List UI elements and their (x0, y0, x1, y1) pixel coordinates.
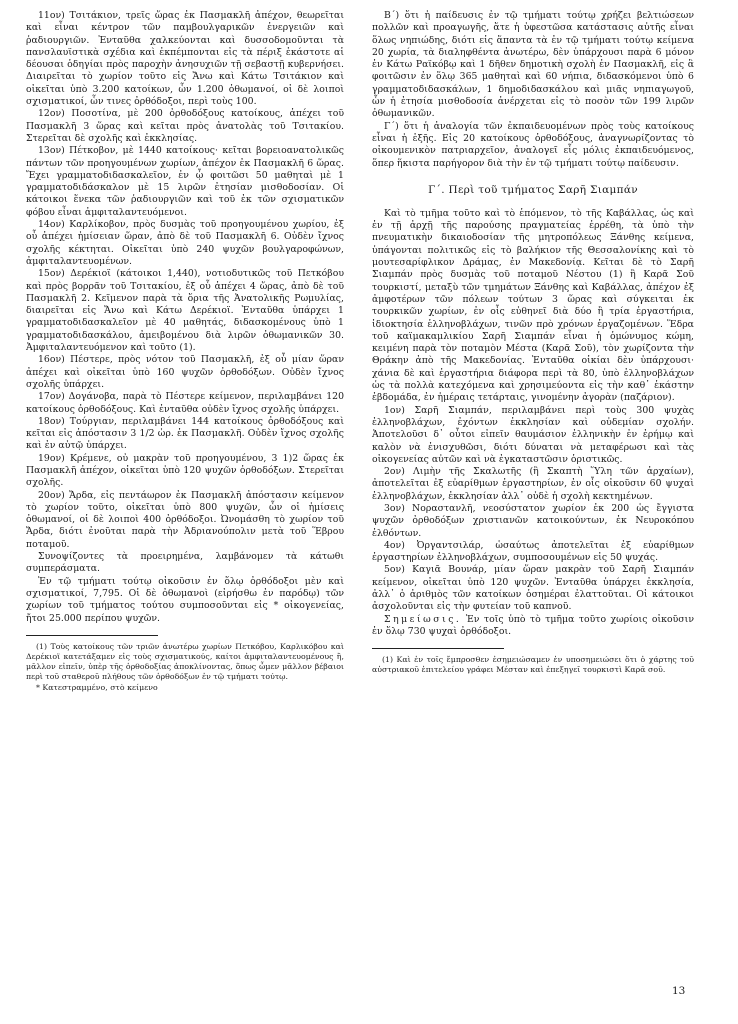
footnote-1: (1) Τοὺς κατοίκους τῶν τριῶν ἀνωτέρω χωρίων Πετκόβου, Καρλικόβου καὶ Δερέκιοϊ κατετάξαμεν εἰς τοὺς σχισματικούς, καίτοι ἀμφιταλαντευομένους ἢ, μᾶλλον εἰπεῖν, ὑπὲρ τῆς ὀρθοδοξίας ἀποκλίνοντας, ὅπως ὦμεν μᾶλλον βέβαιοι περὶ τοῦ σταθεροῦ πλήθους τῶν ὀρθοδόξων ἐν τῷ τμήματι τούτῳ. (26, 641, 344, 682)
paragraph-summary-a: Ἐν τῷ τμήματι τούτῳ οἰκοῦσιν ἐν ὅλῳ ὀρθόδοξοι μὲν καὶ σχισματικοί, 7,795. Οἱ δὲ ὀθωμανοὶ (εἰρήσθω ἐν παρόδῳ) τῶν χωρίων τοῦ τμήματος τούτου συμποσοῦνται εἰς * οἰκογενείας, ἤτοι 25.000 περίπου ψυχῶν. (26, 575, 344, 624)
paragraph-village-19: 19ον) Κρέμενε, οὐ μακρὰν τοῦ προηγουμένου, 3 1)2 ὥρας ἐκ Πασμακλῆ ἀπέχον, οἰκεῖται ὑπὸ 120 ψυχῶν ὀρθοδόξων. Στερεῖται σχολῆς. (26, 452, 344, 489)
paragraph-summary-intro: Συνοψίζοντες τὰ προειρημένα, λαμβάνομεν τὰ κάτωθι συμπεράσματα. (26, 551, 344, 575)
paragraph-village-16: 16ον) Πέστερε, πρὸς νότον τοῦ Πασμακλῆ, ἐξ οὗ μίαν ὥραν ἀπέχει καὶ οἰκεῖται ὑπὸ 160 ψυχῶν ὀρθοδόξων. Οὐδὲν ἴχνος σχολῆς ὑπάρχει. (26, 354, 344, 390)
paragraph-place-3: 3ον) Νοραστανλῆ, νεοσύστατον χωρίον ἐκ 200 ὡς ἔγγιστα ψυχῶν ὀρθοδόξων χριστιανῶν κατοικούντων, ἐκ Νευροκόπου ἐλθόντων. (372, 502, 694, 539)
paragraph-section-intro: Καὶ τὸ τμῆμα τοῦτο καὶ τὸ ἑπόμενον, τὸ τῆς Καβάλλας, ὡς καὶ ἐν τῇ ἀρχῇ τῆς παρούσης πραγματείας ἐρρέθη, τὰ ὑπὸ τὴν πνευματικὴν δικαιοδοσίαν τῆς μητροπόλεως Ξάνθης κείμενα, ὑπάγονται πολιτικῶς εἰς τὸ βαλήκιον τῆς Θεσσαλονίκης καὶ τὸ μουτεσαρίφλικον Δράμας, ἐν Μακεδονίᾳ. Κεῖται δὲ τὸ Σαρῆ Σιαμπάν πρὸς δυσμὰς τοῦ ποταμοῦ Νέστου (1) ἢ Καρᾶ Σοῦ τουρκιστί, μεταξὺ τῶν τμημάτων Ξάνθης καὶ Καβάλλας, ἀπέχον ἐξ ἀμφοτέρων τῶν πόλεων τούτων 3 ὥρας καὶ σύγκειται ἐκ τουρκικῶν χωρίων, ἐν οἷς εὐθηνεῖ διὰ δύο ἢ τρία ἐργαστήρια, ἰδιοκτησία ἑλληνοβλάχων, τινῶν πρὸ χρόνων ἐργαζομένων. Ἕδρα τοῦ καϊμακαμλικίου Σαρῆ Σιαμπάν εἶναι ἡ ὁμώνυμος κώμη, κειμένη παρὰ τὸν ποταμὸν Μέστα (Καρᾶ Σοῦ), τὸν χωρίζοντα τὴν Θράκην ἀπὸ τῆς Μακεδονίας. Ἐνταῦθα οἰκίαι δὲν ὑπάρχουσι· χάνια δὲ καὶ ἐργαστήρια διάφορα περὶ τὰ 80, ὑπὸ ἑλληνοβλάχων ὡς τὰ πολλὰ κατεχόμενα καὶ χρησιμεύοντα εἰς τὴν καθ᾽ ἑκάστην ἑβδομάδα, ἐν ἡμέραις τετάρταις, γινομένην ἀγορὰν (παζάριον). (372, 207, 694, 404)
paragraph-place-2: 2ον) Λιμὴν τῆς Σκαλωτῆς (ἢ Σκαπτὴ Ὕλη τῶν ἀρχαίων), ἀποτελεῖται ἐξ εὐαρίθμων ἐργαστηρίων, ἐν οἷς οἰκοῦσιν 60 ψυχαὶ ἑλληνοβλάχων, ἐκκλησίαν ἀλλ᾽ οὐδὲ ἡ σχολὴ κεκτημένων. (372, 466, 694, 502)
footnote-star: * Κατεστραμμένο, στὸ κείμενο (36, 682, 158, 692)
footnote-right-1: (1) Καὶ ἐν τοῖς ἔμπροσθεν ἐσημειώσαμεν ἐν υποσημειώσει ὅτι ὁ χάρτης τοῦ αὐστριακοῦ ἐπιτελείου γράφει Μέσταν καὶ ἐπεξηγεῖ τουρκιστὶ Καρᾶ σοῦ. (372, 655, 694, 675)
paragraph-village-15: 15ον) Δερέκιοϊ (κάτοικοι 1,440), νοτιοδυτικῶς τοῦ Πετκόβου καὶ πρὸς βορρᾶν τοῦ Τσιτακίου, ἐξ οὗ ἀπέχει 4 ὥρας, ἀπὸ δὲ τοῦ Πασμακλῆ 2. Κεῖμενον παρὰ τὰ ὅρια τῆς Ἀνατολικῆς Ρωμυλίας, διαιρεῖται εἰς Ἄνω καὶ Κάτω Δερέκιοϊ. Ἐνταῦθα ὑπάρχει 1 γραμματοδιδασκαλεῖον μὲ 40 μαθητάς, διδασκομένους ὑπὸ 1 γραμματοδιδασκάλου, ἀμειβομένου διὰ λιρῶν ὀθωμανικῶν 30. Ἀμφιταλαντευόμενον καὶ τοῦτο (1). (26, 268, 344, 354)
paragraph-village-14: 14ον) Καρλίκοβον, πρὸς δυσμὰς τοῦ προηγουμένου χωρίου, ἐξ οὗ ἀπέχει ἡμίσειαν ὥραν, ἀπὸ δὲ τοῦ Πασμακλῆ 6. Οὐδὲν ἴχνος σχολῆς κέκτηται. Οἰκεῖται ὑπὸ 240 ψυχῶν βουλγαροφώνων, ἀμφιταλαντευομένων. (26, 219, 344, 267)
page-number: 13 (672, 985, 686, 997)
footnote-rule (26, 635, 158, 636)
paragraph-village-17: 17ον) Δογάνοβα, παρὰ τὸ Πέστερε κείμενον, περιλαμβάνει 120 κατοίκους ὀρθοδόξους. Καὶ ἐνταῦθα οὐδὲν ἴχνος σχολῆς ὑπάρχει. (26, 391, 344, 415)
paragraph-village-12: 12ον) Ποσοτίνα, μὲ 200 ὀρθοδόξους κατοίκους, ἀπέχει τοῦ Πασμακλῆ 3 ὥρας καὶ κεῖται πρὸς ἀνατολὰς τοῦ Τσιτακίου. Στερεῖται δὲ σχολῆς καὶ ἐκκλησίας. (26, 108, 344, 144)
paragraph-village-20: 20ον) Ἄρδα, εἰς πεντάωρον ἐκ Πασμακλῆ ἀπόστασιν κείμενον τὸ χωρίον τοῦτο, οἰκεῖται ὑπὸ 800 ψυχῶν, ὧν οἱ ἡμίσεις ὀθωμανοί, οἱ δὲ λοιποὶ 400 ὀρθόδοξοι. Ὠνομάσθη τὸ χωρίον τοῦ Ἄρδα, διότι ἐνοῦται παρὰ τὴν Ἀδριανούπολιν μετὰ τοῦ Ἕβρου ποταμοῦ. (26, 489, 344, 550)
paragraph-summary-c: Γ΄) ὅτι ἡ ἀναλογία τῶν ἐκπαιδευομένων πρὸς τοὺς κατοίκους εἶναι ἡ ἑξῆς. Εἰς 20 κατοίκους ὀρθοδόξους, ἀναγνωρίζοντας τὸ οἰκουμενικὸν πατριαρχεῖον, ἀναλογεῖ εἷς μόλις ἐκπαιδευόμενος, ὅπερ ἥκιστα παρήγορον διὰ τὴν ἐν τῷ τμήματι τούτῳ παίδευσιν. (372, 120, 694, 169)
paragraph-village-11: 11ον) Τσιτάκιον, τρεῖς ὥρας ἐκ Πασμακλῆ ἀπέχον, θεωρεῖται καὶ εἶναι κέντρον τῶν παμβουλγαρικῶν ἐνεργειῶν καὶ ῥαδιουργιῶν. Ἐνταῦθα χαλκεύονται καὶ δυσσοδομοῦνται τὰ πανσλαυϊστικὰ σχέδια καὶ ἐκπέμπονται εἰς τὰ πέριξ ἑκάστοτε αἱ δέουσαι ὁδηγίαι πρὸς παροχὴν ἀνησυχιῶν τῇ σεβαστῇ κυβερνήσει. Διαιρεῖται τὸ χωρίον τοῦτο εἰς Ἄνω καὶ Κάτω Τσιτάκιον καὶ οἰκεῖται ὑπὸ 3.200 κατοίκων, ὧν 1.200 ὀθωμανοί, οἱ δὲ λοιποὶ σχισματικοί, ὧν τινες ὀρθόδοξοι, περὶ τοὺς 100. (26, 10, 344, 108)
note-text: Ἐν τοῖς ὑπὸ τὸ τμῆμα τοῦτο χωρίοις οἰκοῦσιν ἐν ὅλῳ 730 ψυχαὶ ὀρθόδοξοι. (372, 613, 694, 637)
paragraph-place-1: 1ον) Σαρῆ Σιαμπάν, περιλαμβάνει περὶ τοὺς 300 ψυχὰς ἑλληνοβλάχων, ἐχόντων ἐκκλησίαν καὶ οὐδεμίαν σχολήν. Ἀποτελοῦσι δ᾽ οὗτοι εἰπεῖν θαυμάσιον ἑλληνικὴν ἐν ἐρήμῳ καὶ καλὸν νὰ ἐνισχυθῶσι, διότι δύναται νὰ μεταφέρωσι καὶ τὰς οἰκογενείας αὐτῶν καὶ νὰ ἐγκαταστῶσιν ὁριστικῶς. (372, 404, 694, 465)
footnote-rule-right (372, 648, 504, 649)
note-label: Σημείωσις. (384, 613, 462, 625)
paragraph-place-4: 4ον) Ὀργαντσιλάρ, ὡσαύτως ἀποτελεῖται ἐξ εὐαρίθμων ἐργαστηρίων ἑλληνοβλάχων, συμποσουμένων εἰς 50 ψυχάς. (372, 539, 694, 564)
paragraph-village-18: 18ον) Τούργιαν, περιλαμβάνει 144 κατοίκους ὀρθοδόξους καὶ κεῖται εἰς ἀπόστασιν 3 1/2 ὡρ. ἐκ Πασμακλῆ. Οὐδὲν ἴχνος σχολῆς καὶ ἐν αὐτῷ ὑπάρχει. (26, 415, 344, 452)
paragraph-place-5: 5ον) Καγιᾶ Βουνάρ, μίαν ὥραν μακρὰν τοῦ Σαρῆ Σιαμπάν κείμενον, οἰκεῖται ὑπὸ 120 ψυχῶν. Ἐνταῦθα ὑπάρχει ἐκκλησία, ἀλλ᾽ ὁ ἀριθμὸς τῶν κατοίκων ὁσημέραι ἐλαττοῦται. Οἱ κάτοικοι ἀσχολοῦνται εἰς τὴν φυτείαν τοῦ καπνοῦ. (372, 564, 694, 613)
section-title: Γ΄. Περὶ τοῦ τμήματος Σαρῆ Σιαμπάν (428, 183, 638, 196)
right-column (372, 10, 694, 676)
left-column (26, 10, 344, 693)
left-footnotes (26, 642, 344, 693)
paragraph-village-13: 13ον) Πέτκοβον, μὲ 1440 κατοίκους· κεῖται βορειοανατολικῶς πάντων τῶν προηγουμένων χωρίων, ἀπέχον ἐκ Πασμακλῆ 6 ὥρας. Ἔχει γραμματοδιδασκαλεῖον, ἐν ᾧ φοιτῶσι 50 μαθηταὶ μὲ 1 γραμματοδιδάσκαλον μὲ 15 λιρῶν ἐτησίαν μισθοδοσίαν. Οἱ κάτοικοι ἕνεκα τῶν ῥαδιουργιῶν καὶ τοῦ ἐκ τῶν σχισματικῶν φόβου εἶναι ἀμφιταλαντευόμενοι. (26, 145, 344, 218)
paragraph-note (372, 614, 694, 639)
right-footnotes (372, 655, 694, 675)
paragraph-summary-b: Β΄) ὅτι ἡ παίδευσις ἐν τῷ τμήματι τούτῳ χρήζει βελτιώσεων πολλῶν καὶ προαγωγῆς, ἅτε ἡ ὑφεστῶσα κατάστασις αὐτῆς εἶναι ὅλως νηπιώδης, διότι εἰς ἅπαντα τὰ ἐν τῷ τμήματι τούτῳ κείμενα 20 χωρία, τὰ διαληφθέντα ἀνωτέρω, δὲν ὑπάρχουσι παρὰ 6 μόνον ἐν Κάτω Ραϊκόβῳ καὶ 1 δῆθεν δημοτικὴ σχολὴ ἐν Πασμακλῆ, εἰς ἃ φοιτῶσιν ἐν ὅλῳ 365 μαθηταὶ καὶ 60 νήπια, διδασκόμενοι ὑπὸ 6 γραμματοδιδασκάλων, 1 δημοδιδασκάλου καὶ μιᾶς νηπιαγωγοῦ, ὧν ἡ ἐτησία μισθοδοσία ἀνέρχεται εἰς τὸ ποσὸν τῶν 199 λιρῶν ὀθωμανικῶν. (372, 10, 694, 120)
